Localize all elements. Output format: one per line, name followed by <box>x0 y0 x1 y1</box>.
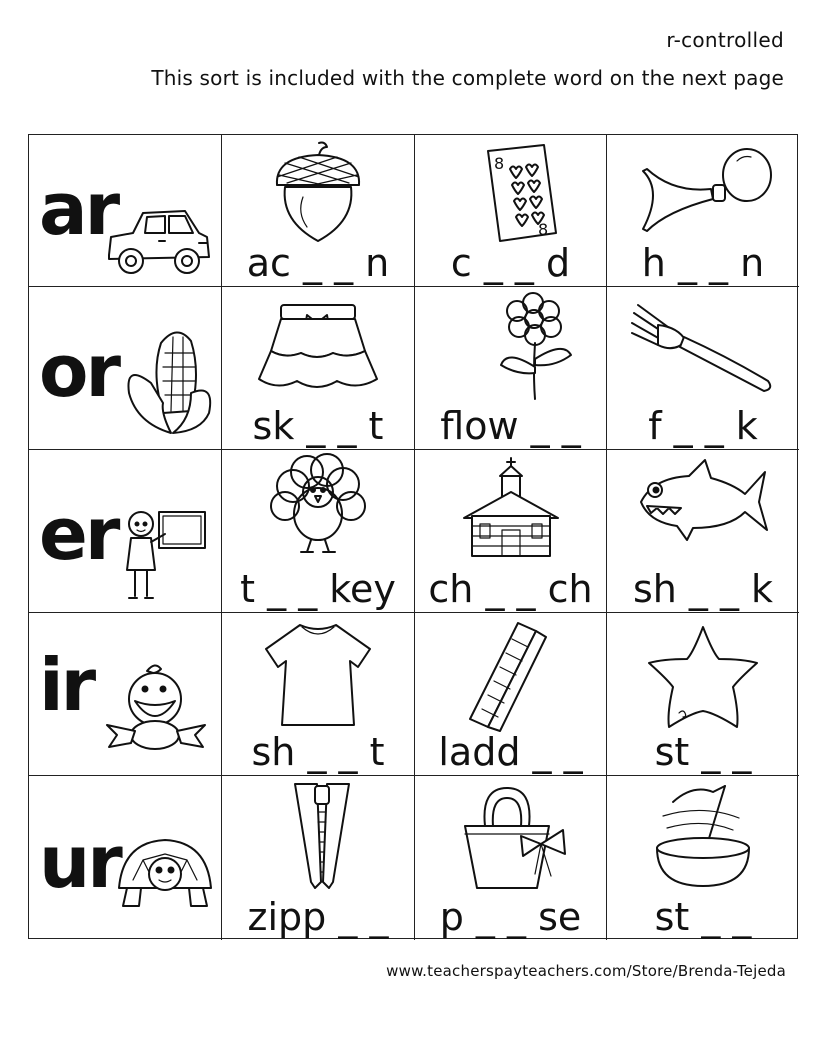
svg-text:8: 8 <box>493 154 505 173</box>
vowel-cell-or <box>29 287 222 450</box>
page-title: r-controlled <box>666 28 784 52</box>
word-cell <box>415 135 607 287</box>
shirt-icon <box>258 619 378 729</box>
vowel-cell-er <box>29 450 222 613</box>
word-text: ac _ _ n <box>246 241 390 285</box>
flower-icon <box>487 293 587 401</box>
word-cell <box>607 450 799 613</box>
word-text: ch _ _ ch <box>428 567 593 611</box>
vowel-cell-ur <box>29 776 222 940</box>
fork-icon <box>628 297 778 397</box>
word-text: ladd _ _ <box>438 730 583 774</box>
word-text: h _ _ n <box>641 241 765 285</box>
word-text: flow _ _ <box>440 404 581 448</box>
word-text: t _ _ key <box>240 567 396 611</box>
vowel-label: ir <box>39 643 94 727</box>
store-url[interactable]: www.teacherspayteachers.com/Store/Brenda-Tejeda <box>386 962 786 980</box>
word-cell <box>607 135 799 287</box>
stir-icon <box>643 782 763 892</box>
word-cell <box>607 776 799 940</box>
word-cell <box>415 287 607 450</box>
teacher-icon <box>119 506 213 606</box>
vowel-label: er <box>39 492 118 576</box>
word-cell <box>222 135 415 287</box>
playing-card-icon <box>482 141 562 245</box>
turtle-icon <box>113 832 217 916</box>
turkey-icon <box>263 456 373 560</box>
word-cell <box>222 613 415 776</box>
star-icon <box>643 623 763 733</box>
vowel-cell-ar <box>29 135 222 287</box>
acorn-icon <box>263 141 373 245</box>
word-sort-grid <box>28 134 798 939</box>
vowel-label: or <box>39 329 118 413</box>
vowel-label: ur <box>39 820 120 904</box>
word-cell <box>222 287 415 450</box>
word-cell <box>222 776 415 940</box>
corn-icon <box>121 323 217 439</box>
word-text: st _ _ <box>654 895 752 939</box>
word-text: sh _ _ k <box>632 567 774 611</box>
vowel-cell-ir <box>29 613 222 776</box>
word-text: st _ _ <box>654 730 752 774</box>
horn-icon <box>633 145 773 235</box>
church-icon <box>456 456 566 560</box>
vowel-label: ar <box>39 167 118 251</box>
word-text: c _ _ d <box>450 241 571 285</box>
word-text: zipp _ _ <box>247 895 389 939</box>
purse-icon <box>451 782 571 894</box>
zipper-icon <box>287 782 357 892</box>
word-text: f _ _ k <box>648 404 758 448</box>
skirt-icon <box>253 301 383 401</box>
bird-icon <box>101 661 211 761</box>
word-text: sh _ _ t <box>251 730 385 774</box>
word-cell <box>415 776 607 940</box>
word-text: sk _ _ t <box>252 404 384 448</box>
ladder-icon <box>462 619 552 731</box>
svg-text:8: 8 <box>537 220 549 239</box>
word-cell <box>222 450 415 613</box>
word-cell <box>415 450 607 613</box>
word-cell <box>415 613 607 776</box>
word-cell <box>607 613 799 776</box>
word-cell <box>607 287 799 450</box>
word-text: p _ _ se <box>439 895 582 939</box>
shark-icon <box>633 458 773 548</box>
car-icon <box>103 203 215 283</box>
page-subtitle: This sort is included with the complete word on the next page <box>151 66 784 90</box>
